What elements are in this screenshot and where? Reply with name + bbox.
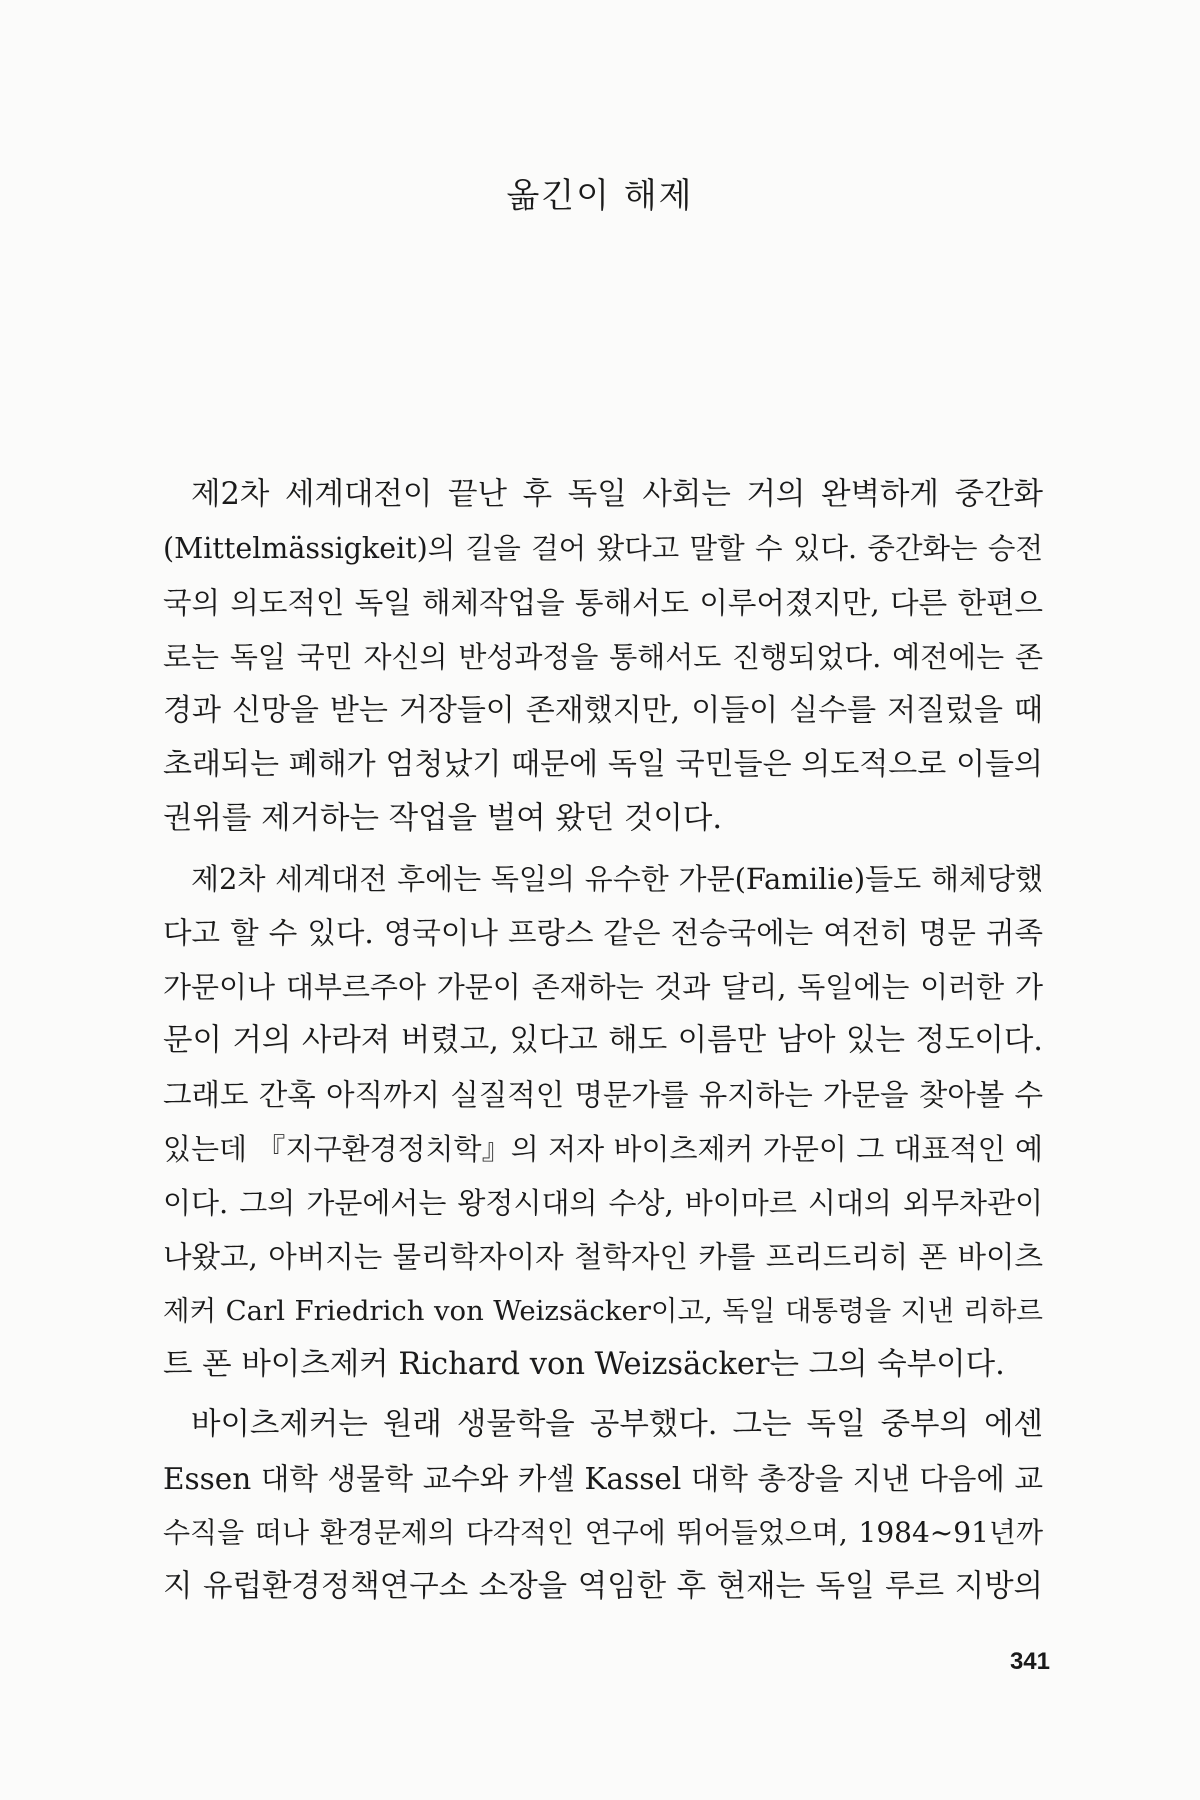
page-number: 341	[1009, 1648, 1050, 1675]
text-line: 문이 거의 사라져 버렸고, 있다고 해도 이름만 남아 있는 정도이다.	[163, 1023, 1043, 1058]
text-line: 나왔고, 아버지는 물리학자이자 철학자인 카를 프리드리히 폰 바이츠	[163, 1240, 1043, 1274]
text-line: 트 폰 바이츠제커 Richard von Weizsäcker는 그의 숙부이다.	[163, 1347, 1005, 1382]
body-text	[163, 468, 1043, 1614]
text-line: 제2차 세계대전이 끝난 후 독일 사회는 거의 완벽하게 중간화	[191, 477, 1043, 512]
paragraph-2	[163, 852, 1043, 1392]
text-line: 가문이나 대부르주아 가문이 존재하는 것과 달리, 독일에는 이러한 가	[163, 970, 1043, 1004]
text-line: 이다. 그의 가문에서는 왕정시대의 수상, 바이마르 시대의 외무차관이	[163, 1186, 1043, 1220]
text-line: (Mittelmässigkeit)의 길을 걸어 왔다고 말할 수 있다. 중간화는 승전	[163, 532, 1043, 565]
text-line: 제2차 세계대전 후에는 독일의 유수한 가문(Familie)들도 해체당했	[191, 862, 1043, 896]
text-line: 수직을 떠나 환경문제의 다각적인 연구에 뛰어들었으며, 1984~91년까	[163, 1516, 1043, 1549]
text-line: 있는데 『지구환경정치학』의 저자 바이츠제커 가문이 그 대표적인 예	[163, 1132, 1043, 1166]
text-line: 초래되는 폐해가 엄청났기 때문에 독일 국민들은 의도적으로 이들의	[163, 747, 1043, 782]
text-line: 국의 의도적인 독일 해체작업을 통해서도 이루어졌지만, 다른 한편으	[163, 586, 1043, 620]
paragraph-1	[163, 468, 1043, 846]
text-line: 권위를 제거하는 작업을 벌여 왔던 것이다.	[163, 801, 723, 836]
text-line: 경과 신망을 받는 거장들이 존재했지만, 이들이 실수를 저질렀을 때	[163, 693, 1043, 728]
text-line: 로는 독일 국민 자신의 반성과정을 통해서도 진행되었다. 예전에는 존	[163, 640, 1043, 674]
text-line: 바이츠제커는 원래 생물학을 공부했다. 그는 독일 중부의 에센	[191, 1407, 1043, 1442]
text-line: Essen 대학 생물학 교수와 카셀 Kassel 대학 총장을 지낸 다음에 교	[163, 1462, 1043, 1496]
text-line: 제커 Carl Friedrich von Weizsäcker이고, 독일 대통령을 지낸 리하르	[163, 1295, 1043, 1327]
paragraph-3	[163, 1398, 1043, 1614]
chapter-title: 옮긴이 해제	[506, 176, 694, 216]
text-line: 그래도 간혹 아직까지 실질적인 명문가를 유지하는 가문을 찾아볼 수	[163, 1078, 1043, 1112]
text-line: 지 유럽환경정책연구소 소장을 역임한 후 현재는 독일 루르 지방의	[163, 1569, 1043, 1604]
text-line: 다고 할 수 있다. 영국이나 프랑스 같은 전승국에는 여전히 명문 귀족	[163, 916, 1043, 950]
